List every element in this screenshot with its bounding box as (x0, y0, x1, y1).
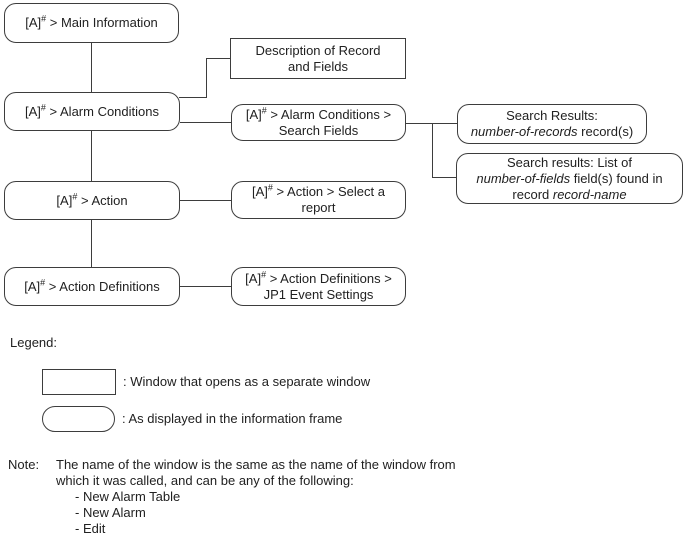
label-text: > Action > Select a (272, 184, 385, 199)
window-box-main-information (4, 3, 179, 43)
label-bracket: [A] (252, 184, 268, 199)
window-box-label (25, 104, 159, 120)
label-superscript: # (40, 102, 46, 113)
window-box-action (4, 181, 180, 220)
window-box-jp1-event-settings (231, 267, 406, 306)
window-box-label-line1 (246, 107, 391, 123)
window-box-action-definitions (4, 267, 180, 306)
label-text: > Alarm Conditions > (266, 106, 392, 122)
connector-alarm-to-description-horizontal (179, 97, 207, 98)
label-bracket: [A] (25, 15, 42, 30)
legend-label-information-frame: : As displayed in the information frame (122, 411, 343, 426)
window-box-label-line2: report (301, 200, 336, 215)
label-superscript: # (261, 105, 267, 116)
label-bracket: [A] (24, 278, 41, 294)
label-text: > Main Information (46, 15, 158, 30)
label-bracket: [A] (245, 106, 262, 122)
connector-alarm-to-search-fields (180, 122, 231, 123)
window-box-search-results-records (457, 104, 647, 144)
window-box-search-fields (231, 104, 406, 141)
window-box-label-line1 (245, 271, 392, 287)
label-superscript: # (40, 277, 46, 288)
variable-number-of-fields: number-of-fields (476, 170, 571, 186)
note-item: - New Alarm Table (75, 489, 181, 504)
note-item: - Edit (75, 521, 106, 536)
window-box-label-line2: and Fields (288, 58, 348, 74)
label-text: > Action (77, 192, 128, 208)
window-box-label-line1: Description of Record (255, 42, 381, 58)
legend-title: Legend: (10, 335, 57, 350)
connector-alarm-to-description-top (206, 58, 230, 59)
label-bracket: [A] (245, 270, 262, 286)
window-box-label (25, 15, 158, 31)
window-box-label-line1 (252, 184, 385, 200)
connector-action-to-action-definitions (91, 220, 92, 267)
note-body (56, 457, 608, 537)
label-superscript: # (267, 182, 273, 193)
window-box-label-line2 (476, 171, 662, 187)
window-box-label-line2: JP1 Event Settings (263, 286, 374, 302)
label-bracket: [A] (56, 192, 73, 208)
label-superscript: # (261, 269, 267, 280)
window-box-label-line2 (471, 124, 633, 140)
note-item: - New Alarm (75, 505, 146, 520)
window-box-label-line3 (512, 187, 626, 203)
window-box-label-line2: Search Fields (278, 122, 359, 138)
window-box-description-of-record-and-fields (230, 38, 406, 79)
label-bracket: [A] (24, 103, 41, 119)
window-box-label (24, 279, 159, 295)
label-text: field(s) found in (570, 170, 663, 186)
connector-action-definitions-to-jp1 (180, 286, 231, 287)
note-block (8, 457, 608, 537)
label-superscript: # (72, 191, 78, 202)
connector-search-fields-to-results-fields (432, 177, 456, 178)
window-box-label-line1: Search Results: (506, 108, 598, 123)
connector-alarm-to-description-vertical (206, 58, 207, 98)
label-text: record(s) (577, 124, 634, 139)
label-text: > Action Definitions > (266, 270, 392, 286)
note-line2: which it was called, and can be any of the following: (56, 473, 354, 488)
variable-number-of-records: number-of-records (470, 124, 578, 139)
legend-label-separate-window: : Window that opens as a separate window (123, 374, 371, 389)
note-line1: The name of the window is the same as the name of the window from (56, 457, 456, 472)
legend-symbol-separate-window (42, 369, 116, 395)
label-text: record (512, 186, 553, 202)
connector-alarm-to-action (91, 131, 92, 181)
window-box-label (56, 193, 127, 209)
window-box-alarm-conditions (4, 92, 180, 131)
connector-search-fields-branch-vertical (432, 123, 433, 178)
window-box-select-a-report (231, 181, 406, 219)
window-box-search-results-fields (456, 153, 683, 204)
label-text: > Action Definitions (45, 278, 160, 294)
label-superscript: # (41, 13, 47, 24)
legend-symbol-information-frame (42, 406, 115, 432)
label-text: > Alarm Conditions (45, 103, 159, 119)
note-label: Note: (8, 457, 40, 472)
window-box-label-line1: Search results: List of (507, 154, 632, 170)
connector-action-to-select-report (180, 200, 231, 201)
variable-record-name: record-name (552, 186, 627, 202)
note-items (56, 489, 608, 537)
connector-main-to-alarm (91, 43, 92, 92)
